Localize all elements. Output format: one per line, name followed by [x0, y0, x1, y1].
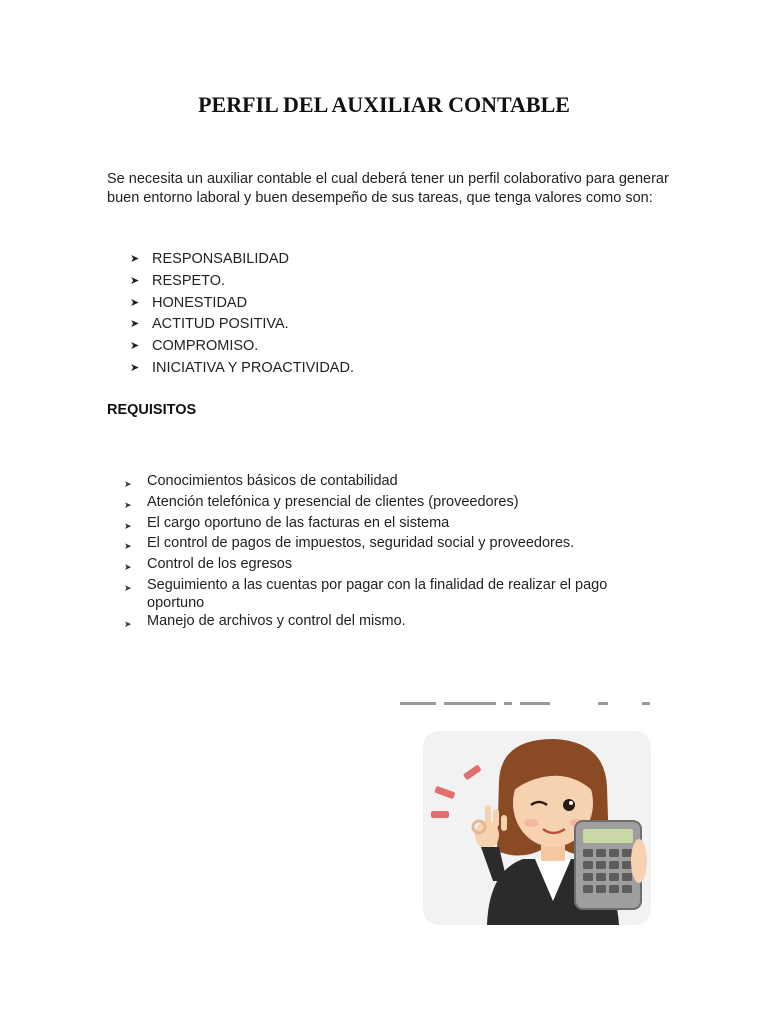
values-list: [130, 249, 354, 380]
arrowhead-bullet-icon: ➤: [130, 274, 140, 287]
cropped-text-fragment: [398, 700, 666, 708]
arrowhead-bullet-icon: ➤: [130, 318, 140, 331]
small-arrowhead-bullet-icon: ➤: [124, 618, 132, 629]
page-title: PERFIL DEL AUXILIAR CONTABLE: [198, 92, 570, 117]
arrowhead-bullet-icon: ➤: [130, 361, 140, 374]
accountant-illustration: [423, 731, 651, 925]
requirements-heading: REQUISITOS: [107, 402, 197, 418]
arrowhead-bullet-icon: ➤: [130, 253, 140, 265]
list-item: ➤ INICIATIVA Y PROACTIVIDAD.: [130, 358, 354, 380]
small-arrowhead-bullet-icon: ➤: [124, 541, 132, 552]
list-item: ➤ ACTITUD POSITIVA.: [130, 314, 354, 336]
accountant-woman-icon: [423, 731, 651, 925]
small-arrowhead-bullet-icon: ➤: [124, 499, 132, 510]
list-item: ➤ COMPROMISO.: [130, 336, 354, 358]
list-item: ➤ RESPETO.: [130, 271, 354, 293]
list-item: ➤ Seguimiento a las cuentas por pagar con la finalidad de realizar el pago oportuno: [124, 576, 608, 611]
list-item: ➤ Conocimientos básicos de contabilidad: [124, 473, 644, 494]
small-arrowhead-bullet-icon: ➤: [124, 479, 132, 489]
list-item: ➤ El cargo oportuno de las facturas en el sistema: [124, 515, 644, 536]
requirements-list: [124, 473, 644, 633]
list-item: ➤ Manejo de archivos y control del mismo.: [124, 613, 644, 634]
small-arrowhead-bullet-icon: ➤: [124, 582, 132, 593]
list-item: ➤ El control de pagos de impuestos, seguridad social y proveedores.: [124, 535, 644, 556]
list-item: ➤ Control de los egresos: [124, 556, 644, 577]
arrowhead-bullet-icon: ➤: [130, 340, 140, 353]
arrowhead-bullet-icon: ➤: [130, 296, 140, 309]
small-arrowhead-bullet-icon: ➤: [124, 520, 132, 531]
intro-paragraph: Se necesita un auxiliar contable el cual deberá tener un perfil colaborativo para generar buen entorno laboral y buen desempeño de sus tareas, que tenga valores como son:: [107, 171, 669, 206]
list-item: ➤ RESPONSABILIDAD: [130, 249, 354, 271]
small-arrowhead-bullet-icon: ➤: [124, 562, 132, 573]
list-item: ➤ Atención telefónica y presencial de clientes (proveedores): [124, 494, 644, 515]
list-item: ➤ HONESTIDAD: [130, 293, 354, 315]
